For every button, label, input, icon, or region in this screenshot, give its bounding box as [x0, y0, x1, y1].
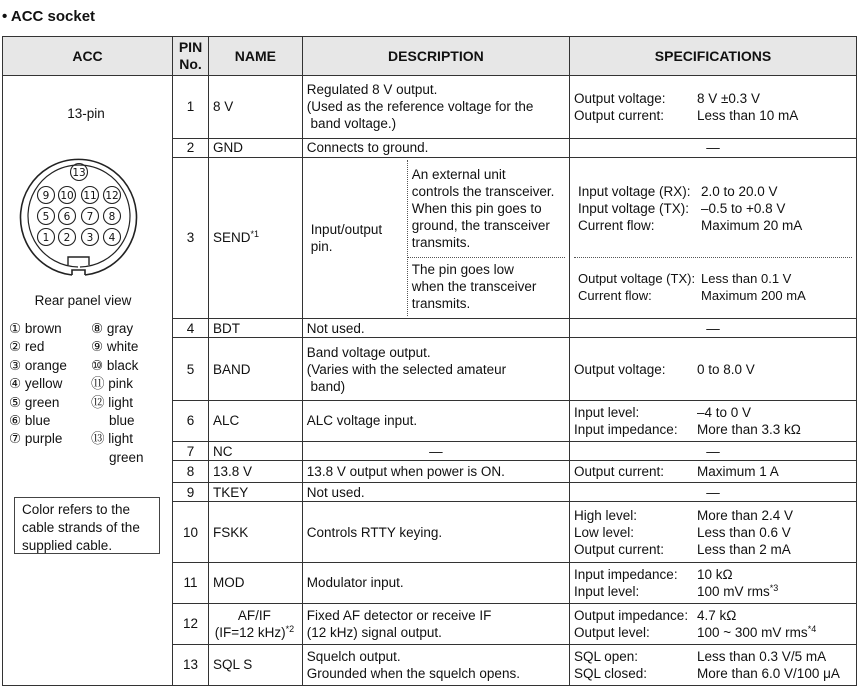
connector-pin-2	[59, 229, 76, 246]
spec-value: Less than 10 mA	[697, 107, 799, 123]
table-header-row	[3, 37, 857, 76]
color-legend	[9, 320, 167, 467]
connector-pin-11	[82, 187, 99, 204]
spec-key: Output voltage (TX):	[578, 270, 696, 286]
pin-number: 5	[173, 338, 209, 401]
spec-value: –4 to 0 V	[697, 404, 752, 420]
header-specifications: SPECIFICATIONS	[570, 37, 857, 76]
svg-text:7: 7	[86, 211, 94, 223]
pin-name-text: SEND	[213, 230, 251, 246]
connector-pin-4	[104, 229, 121, 246]
spec-value: 4.7 kΩ	[697, 607, 737, 623]
pin-specification: —	[570, 441, 857, 460]
spec-key: Output voltage:	[574, 90, 666, 106]
pin-number: 12	[173, 603, 209, 644]
spec-value: Maximum 200 mA	[701, 287, 806, 303]
legend-row	[9, 412, 167, 430]
desc-line: Squelch output.	[306, 648, 401, 664]
pin-number: 10	[173, 502, 209, 562]
header-name: NAME	[209, 37, 303, 76]
desc-line: when the transceiver	[411, 279, 537, 295]
desc-line: Grounded when the squelch opens.	[306, 665, 520, 681]
desc-line: band)	[306, 378, 346, 394]
svg-text:2: 2	[63, 232, 71, 244]
legend-color: ④ yellow	[9, 376, 63, 392]
spec-key: Input voltage (TX):	[578, 200, 690, 216]
svg-text:8: 8	[108, 211, 116, 223]
pin-specification	[570, 603, 857, 644]
connector-pin-5	[38, 208, 55, 225]
spec-key: Output current:	[574, 541, 665, 557]
pin-description: —	[302, 441, 569, 460]
pin-specification: —	[570, 318, 857, 337]
desc-line: Regulated 8 V output.	[306, 82, 438, 98]
spec-key: Output impedance:	[574, 607, 689, 623]
pin-number: 13	[173, 644, 209, 685]
pin-specification	[570, 644, 857, 685]
svg-text:13: 13	[72, 167, 86, 179]
legend-color: ⑦ purple	[9, 431, 63, 447]
header-description: DESCRIPTION	[302, 37, 569, 76]
desc-line: Band voltage output.	[306, 344, 431, 360]
svg-text:11: 11	[83, 190, 97, 202]
spec-value: More than 3.3 kΩ	[697, 421, 801, 437]
pin-name: NC	[209, 441, 303, 460]
desc-line: The pin goes low	[411, 262, 514, 278]
pin-number: 8	[173, 461, 209, 483]
legend-color: ② red	[9, 339, 45, 355]
spec-value: More than 6.0 V/100 μA	[697, 665, 840, 681]
connector-pin-9	[38, 187, 55, 204]
connector-pin-7	[82, 208, 99, 225]
pin-specification	[570, 158, 857, 319]
pin-number: 1	[173, 76, 209, 139]
pin-number: 9	[173, 482, 209, 501]
spec-key: Output current:	[574, 107, 665, 123]
pin-name: TKEY	[209, 482, 303, 501]
spec-key: High level:	[574, 507, 638, 523]
legend-color: ⑤ green	[9, 394, 60, 410]
desc-line: controls the transceiver.	[411, 183, 555, 199]
pin-name-text: AF/IF	[237, 607, 271, 623]
desc-line: band voltage.)	[306, 116, 397, 132]
spec-key: Output current:	[574, 464, 665, 480]
connector-pin-3	[82, 229, 99, 246]
desc-line: transmits.	[411, 234, 471, 250]
connector-pin-10	[59, 187, 76, 204]
spec-value: 100 mV rms	[697, 583, 770, 599]
pin-name: 13.8 V	[209, 461, 303, 483]
pin-number: 2	[173, 138, 209, 157]
connector-diagram	[18, 154, 140, 282]
svg-text:5: 5	[42, 211, 50, 223]
legend-color	[9, 449, 91, 467]
pin-description: ALC voltage input.	[302, 400, 569, 441]
connector-pin-6	[59, 208, 76, 225]
legend-color: ⑩ black	[91, 357, 139, 373]
pin-name: BAND	[209, 338, 303, 401]
header-pin-no	[173, 37, 209, 76]
spec-value: Less than 0.6 V	[697, 524, 791, 540]
pin-number: 7	[173, 441, 209, 460]
spec-input-mode	[574, 160, 852, 258]
pin-name	[209, 603, 303, 644]
footnote-ref: *1	[250, 229, 260, 240]
pin-name: 8 V	[209, 76, 303, 139]
spec-value: Less than 0.3 V/5 mA	[697, 648, 827, 664]
header-acc: ACC	[3, 37, 173, 76]
note-line: cable strands of the	[22, 520, 140, 535]
spec-key: Input voltage (RX):	[578, 183, 691, 199]
table-row	[3, 76, 857, 139]
pin-specification: —	[570, 138, 857, 157]
pin-description: Not used.	[302, 318, 569, 337]
pin-description: Controls RTTY keying.	[302, 502, 569, 562]
pin-name	[209, 158, 303, 319]
spec-key: Input level:	[574, 404, 640, 420]
spec-value: –0.5 to +0.8 V	[701, 200, 786, 216]
header-pin-no-line2: No.	[179, 56, 202, 72]
pin-name: SQL S	[209, 644, 303, 685]
pin-specification	[570, 502, 857, 562]
desc-line: Fixed AF detector or receive IF	[306, 607, 492, 623]
legend-color: ⑪ pink	[91, 376, 134, 392]
spec-key: Input impedance:	[574, 566, 678, 582]
pin-description	[302, 158, 569, 319]
connector-pin-8	[104, 208, 121, 225]
legend-row	[9, 357, 167, 375]
section-title: • ACC socket	[2, 8, 96, 25]
spec-key: Current flow:	[578, 217, 655, 233]
acc-socket-table	[2, 36, 857, 686]
footnote-ref: *3	[769, 582, 779, 593]
spec-key: Low level:	[574, 524, 635, 540]
legend-color: ③ orange	[9, 357, 67, 373]
desc-output-mode	[408, 258, 565, 316]
spec-value: More than 2.4 V	[697, 507, 794, 523]
pin-specification	[570, 461, 857, 483]
connector-pin-13	[71, 164, 88, 181]
pin-description	[302, 603, 569, 644]
svg-text:9: 9	[42, 190, 50, 202]
pin-specification	[570, 338, 857, 401]
note-line: Color refers to the	[22, 502, 131, 517]
spec-value: 8 V ±0.3 V	[697, 90, 760, 106]
pin-description: Not used.	[302, 482, 569, 501]
connector-pin-12	[104, 187, 121, 204]
svg-text:4: 4	[108, 232, 116, 244]
legend-row	[9, 430, 167, 448]
legend-row	[9, 338, 167, 356]
spec-value: Less than 0.1 V	[701, 270, 792, 286]
spec-key: SQL closed:	[574, 665, 648, 681]
pin-name: GND	[209, 138, 303, 157]
spec-key: Output level:	[574, 624, 650, 640]
pin-number: 6	[173, 400, 209, 441]
svg-text:10: 10	[60, 190, 74, 202]
color-note	[14, 497, 160, 554]
desc-line: pin.	[310, 238, 333, 254]
legend-color: ① brown	[9, 321, 62, 336]
pin-count-label: 13-pin	[67, 106, 105, 121]
desc-label	[307, 160, 407, 316]
pin-number: 3	[173, 158, 209, 319]
spec-key: Current flow:	[578, 287, 652, 303]
note-line: supplied cable.	[22, 538, 113, 553]
spec-key: Input impedance:	[574, 421, 678, 437]
spec-key: SQL open:	[574, 648, 639, 664]
desc-line: (Used as the reference voltage for the	[306, 99, 534, 115]
svg-text:6: 6	[63, 211, 71, 223]
pin-description: Connects to ground.	[302, 138, 569, 157]
pin-specification	[570, 76, 857, 139]
spec-output-mode	[574, 258, 852, 316]
desc-line: When this pin goes to	[411, 200, 542, 216]
pin-description: 13.8 V output when power is ON.	[302, 461, 569, 483]
pin-name: BDT	[209, 318, 303, 337]
legend-row	[9, 320, 167, 338]
svg-text:3: 3	[86, 232, 94, 244]
desc-line: transmits.	[411, 296, 471, 312]
svg-text:12: 12	[105, 190, 119, 202]
spec-value: Maximum 1 A	[697, 464, 779, 480]
legend-color: ⑬ light	[91, 431, 134, 447]
pin-number: 11	[173, 562, 209, 603]
desc-line: (12 kHz) signal output.	[306, 624, 442, 640]
desc-line: (Varies with the selected amateur	[306, 361, 507, 377]
legend-color: blue	[109, 412, 135, 428]
pin-name-sub: (IF=12 kHz)	[214, 624, 286, 640]
pin-description	[302, 644, 569, 685]
desc-line: Input/output	[310, 221, 383, 237]
spec-key: Output voltage:	[574, 361, 666, 377]
pin-name: FSKK	[209, 502, 303, 562]
rear-panel-label: Rear panel view	[34, 293, 132, 308]
desc-line: An external unit	[411, 166, 506, 182]
legend-row	[9, 449, 167, 467]
desc-input-mode	[408, 160, 565, 258]
footnote-ref: *2	[285, 623, 295, 634]
spec-value: 100 ~ 300 mV rms	[697, 624, 808, 640]
spec-value: Less than 2 mA	[697, 541, 791, 557]
pin-description	[302, 76, 569, 139]
pin-number: 4	[173, 318, 209, 337]
legend-color: ⑨ white	[91, 339, 139, 355]
desc-line: ground, the transceiver	[411, 217, 550, 233]
spec-value: 10 kΩ	[697, 566, 733, 582]
legend-color: ⑧ gray	[91, 321, 134, 336]
legend-color: green	[109, 449, 144, 465]
acc-panel	[3, 76, 173, 686]
svg-text:1: 1	[42, 232, 50, 244]
pin-name: ALC	[209, 400, 303, 441]
spec-value: 2.0 to 20.0 V	[701, 183, 778, 199]
pin-specification	[570, 400, 857, 441]
header-pin-no-line1: PIN	[178, 39, 203, 55]
footnote-ref: *4	[807, 623, 817, 634]
pin-specification: —	[570, 482, 857, 501]
legend-color: ⑥ blue	[9, 412, 51, 428]
legend-row	[9, 375, 167, 393]
spec-value: 0 to 8.0 V	[697, 361, 755, 377]
pin-name: MOD	[209, 562, 303, 603]
pin-description: Modulator input.	[302, 562, 569, 603]
legend-row	[9, 394, 167, 412]
spec-value: Maximum 20 mA	[701, 217, 803, 233]
connector-pin-1	[38, 229, 55, 246]
pin-specification	[570, 562, 857, 603]
pin-description	[302, 338, 569, 401]
spec-key: Input level:	[574, 583, 640, 599]
legend-color: ⑫ light	[91, 394, 134, 410]
